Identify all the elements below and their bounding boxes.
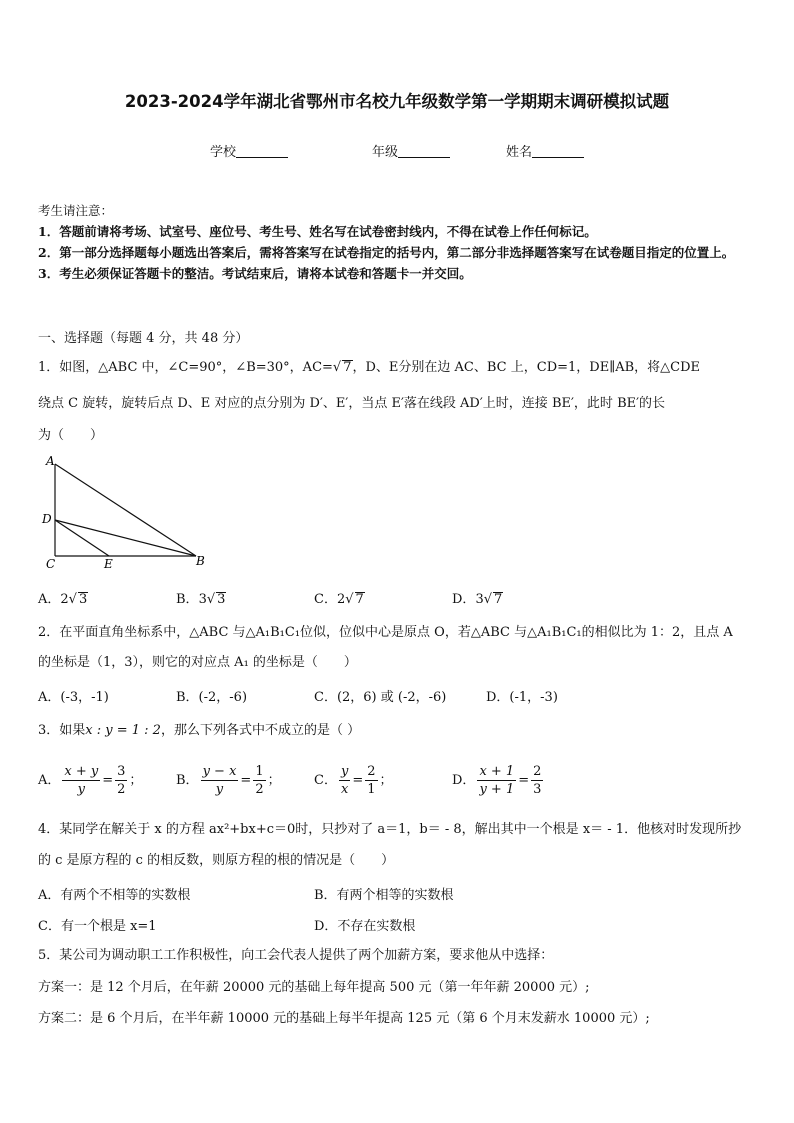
q1-line2: 绕点 C 旋转，旋转后点 D、E 对应的点分别为 D′、E′，当点 E′落在线段 AD′上时，连接 BE′，此时 BE′的长 (38, 396, 666, 411)
label-c: C (46, 557, 56, 571)
grade-field (372, 141, 450, 160)
q2-option-b[interactable]: B．(-2，-6) (176, 690, 248, 705)
q4-option-b[interactable]: B．有两个相等的实数根 (314, 888, 454, 903)
notice-item: 3．考生必须保证答题卡的整洁。考试结束后，请将本试卷和答题卡一并交回。 (38, 266, 472, 281)
q5-line2: 方案一：是 12 个月后，在年薪 20000 元的基础上每年提高 500 元（第一年年薪 20000 元）; (38, 980, 590, 995)
notice-item: 1．答题前请将考场、试室号、座位号、考生号、姓名写在试卷密封线内，不得在试卷上作任何标记。 (38, 224, 597, 239)
q1-line1: 1．如图，△ABC 中，∠C=90°，∠B=30°，AC=√ 7，D、E分别在边 AC、BC 上，CD=1，DE∥AB，将△CDE (38, 360, 701, 375)
name-field (506, 141, 584, 160)
q4-line2: 的 c 是原方程的 c 的相反数，则原方程的根的情况是（ ） (38, 853, 395, 868)
label-e: E (104, 557, 113, 571)
label-a: A (46, 454, 55, 468)
q1-option-b[interactable]: B．3√ 3 (176, 592, 226, 607)
q2-line1: 2．在平面直角坐标系中，△ABC 与△A₁B₁C₁位似，位似中心是原点 O，若△ABC 与△A₁B₁C₁的相似比为 1：2，且点 A (38, 625, 733, 640)
q1-line3: 为（ ） (38, 428, 104, 443)
q3-option-d[interactable]: D． $\frac{x + 1}{y + 1}$ = $\frac{2}{3}$ (452, 764, 542, 797)
q1-option-d[interactable]: D．3√ 7 (452, 592, 503, 607)
q1-sqrt: 7 (343, 360, 352, 375)
notice-block (38, 200, 760, 284)
segment-ab (55, 464, 196, 556)
segment-db (55, 520, 196, 556)
name-label: 姓名 (506, 145, 533, 160)
q2-option-a[interactable]: A．(-3，-1) (38, 690, 109, 705)
q5-line3: 方案二：是 6 个月后，在半年薪 10000 元的基础上每半年提高 125 元（第 6 个月末发薪水 10000 元）; (38, 1011, 650, 1026)
q3-option-c[interactable]: C． $\frac{y}{x}$ = $\frac{2}{1}$ ； (314, 764, 393, 797)
name-blank (532, 144, 584, 158)
segment-de (55, 520, 109, 556)
q2-option-c[interactable]: C．(2，6) 或 (-2，-6) (314, 690, 447, 705)
label-d: D (42, 512, 52, 526)
label-b: B (196, 554, 205, 568)
school-field (210, 141, 288, 160)
school-blank (236, 144, 288, 158)
q2-option-d[interactable]: D．(-1，-3) (486, 690, 558, 705)
section-heading: 一、选择题（每题 4 分，共 48 分） (38, 331, 249, 346)
q3-option-b[interactable]: B． $\frac{y - x}{y}$ = $\frac{1}{2}$ ； (176, 764, 281, 797)
q1-option-c[interactable]: C．2√ 7 (314, 592, 364, 607)
page-title: 2023-2024学年湖北省鄂州市名校九年级数学第一学期期末调研模拟试题 (124, 92, 670, 111)
q3-stem: 3．如果x : y = 1 : 2，那么下列各式中不成立的是（ ） (38, 723, 361, 738)
grade-blank (398, 144, 450, 158)
q5-line1: 5．某公司为调动职工工作积极性，向工会代表人提供了两个加薪方案，要求他从中选择： (38, 948, 554, 963)
q1-triangle-figure (36, 452, 216, 572)
q4-option-d[interactable]: D．不存在实数根 (314, 919, 416, 934)
q2-line2: 的坐标是（1，3），则它的对应点 A₁ 的坐标是（ ） (38, 655, 357, 670)
q3-option-a[interactable]: A． $\frac{x + y}{y}$ = $\frac{3}{2}$ ； (38, 764, 143, 797)
grade-label: 年级 (372, 145, 399, 160)
q4-option-a[interactable]: A．有两个不相等的实数根 (38, 888, 191, 903)
school-label: 学校 (210, 145, 237, 160)
notice-item: 2．第一部分选择题每小题选出答案后，需将答案写在试卷指定的括号内，第二部分非选择题答案写在试卷题目指定的位置上。 (38, 245, 735, 260)
q1-option-a[interactable]: A．2√ 3 (38, 592, 88, 607)
q4-option-c[interactable]: C．有一个根是 x=1 (38, 919, 157, 934)
notice-heading: 考生请注意： (38, 203, 114, 218)
q4-line1: 4．某同学在解关于 x 的方程 ax²+bx+c＝0时，只抄对了 a＝1，b＝ - 8，解出其中一个根是 x＝ - 1．他核对时发现所抄 (38, 822, 742, 837)
